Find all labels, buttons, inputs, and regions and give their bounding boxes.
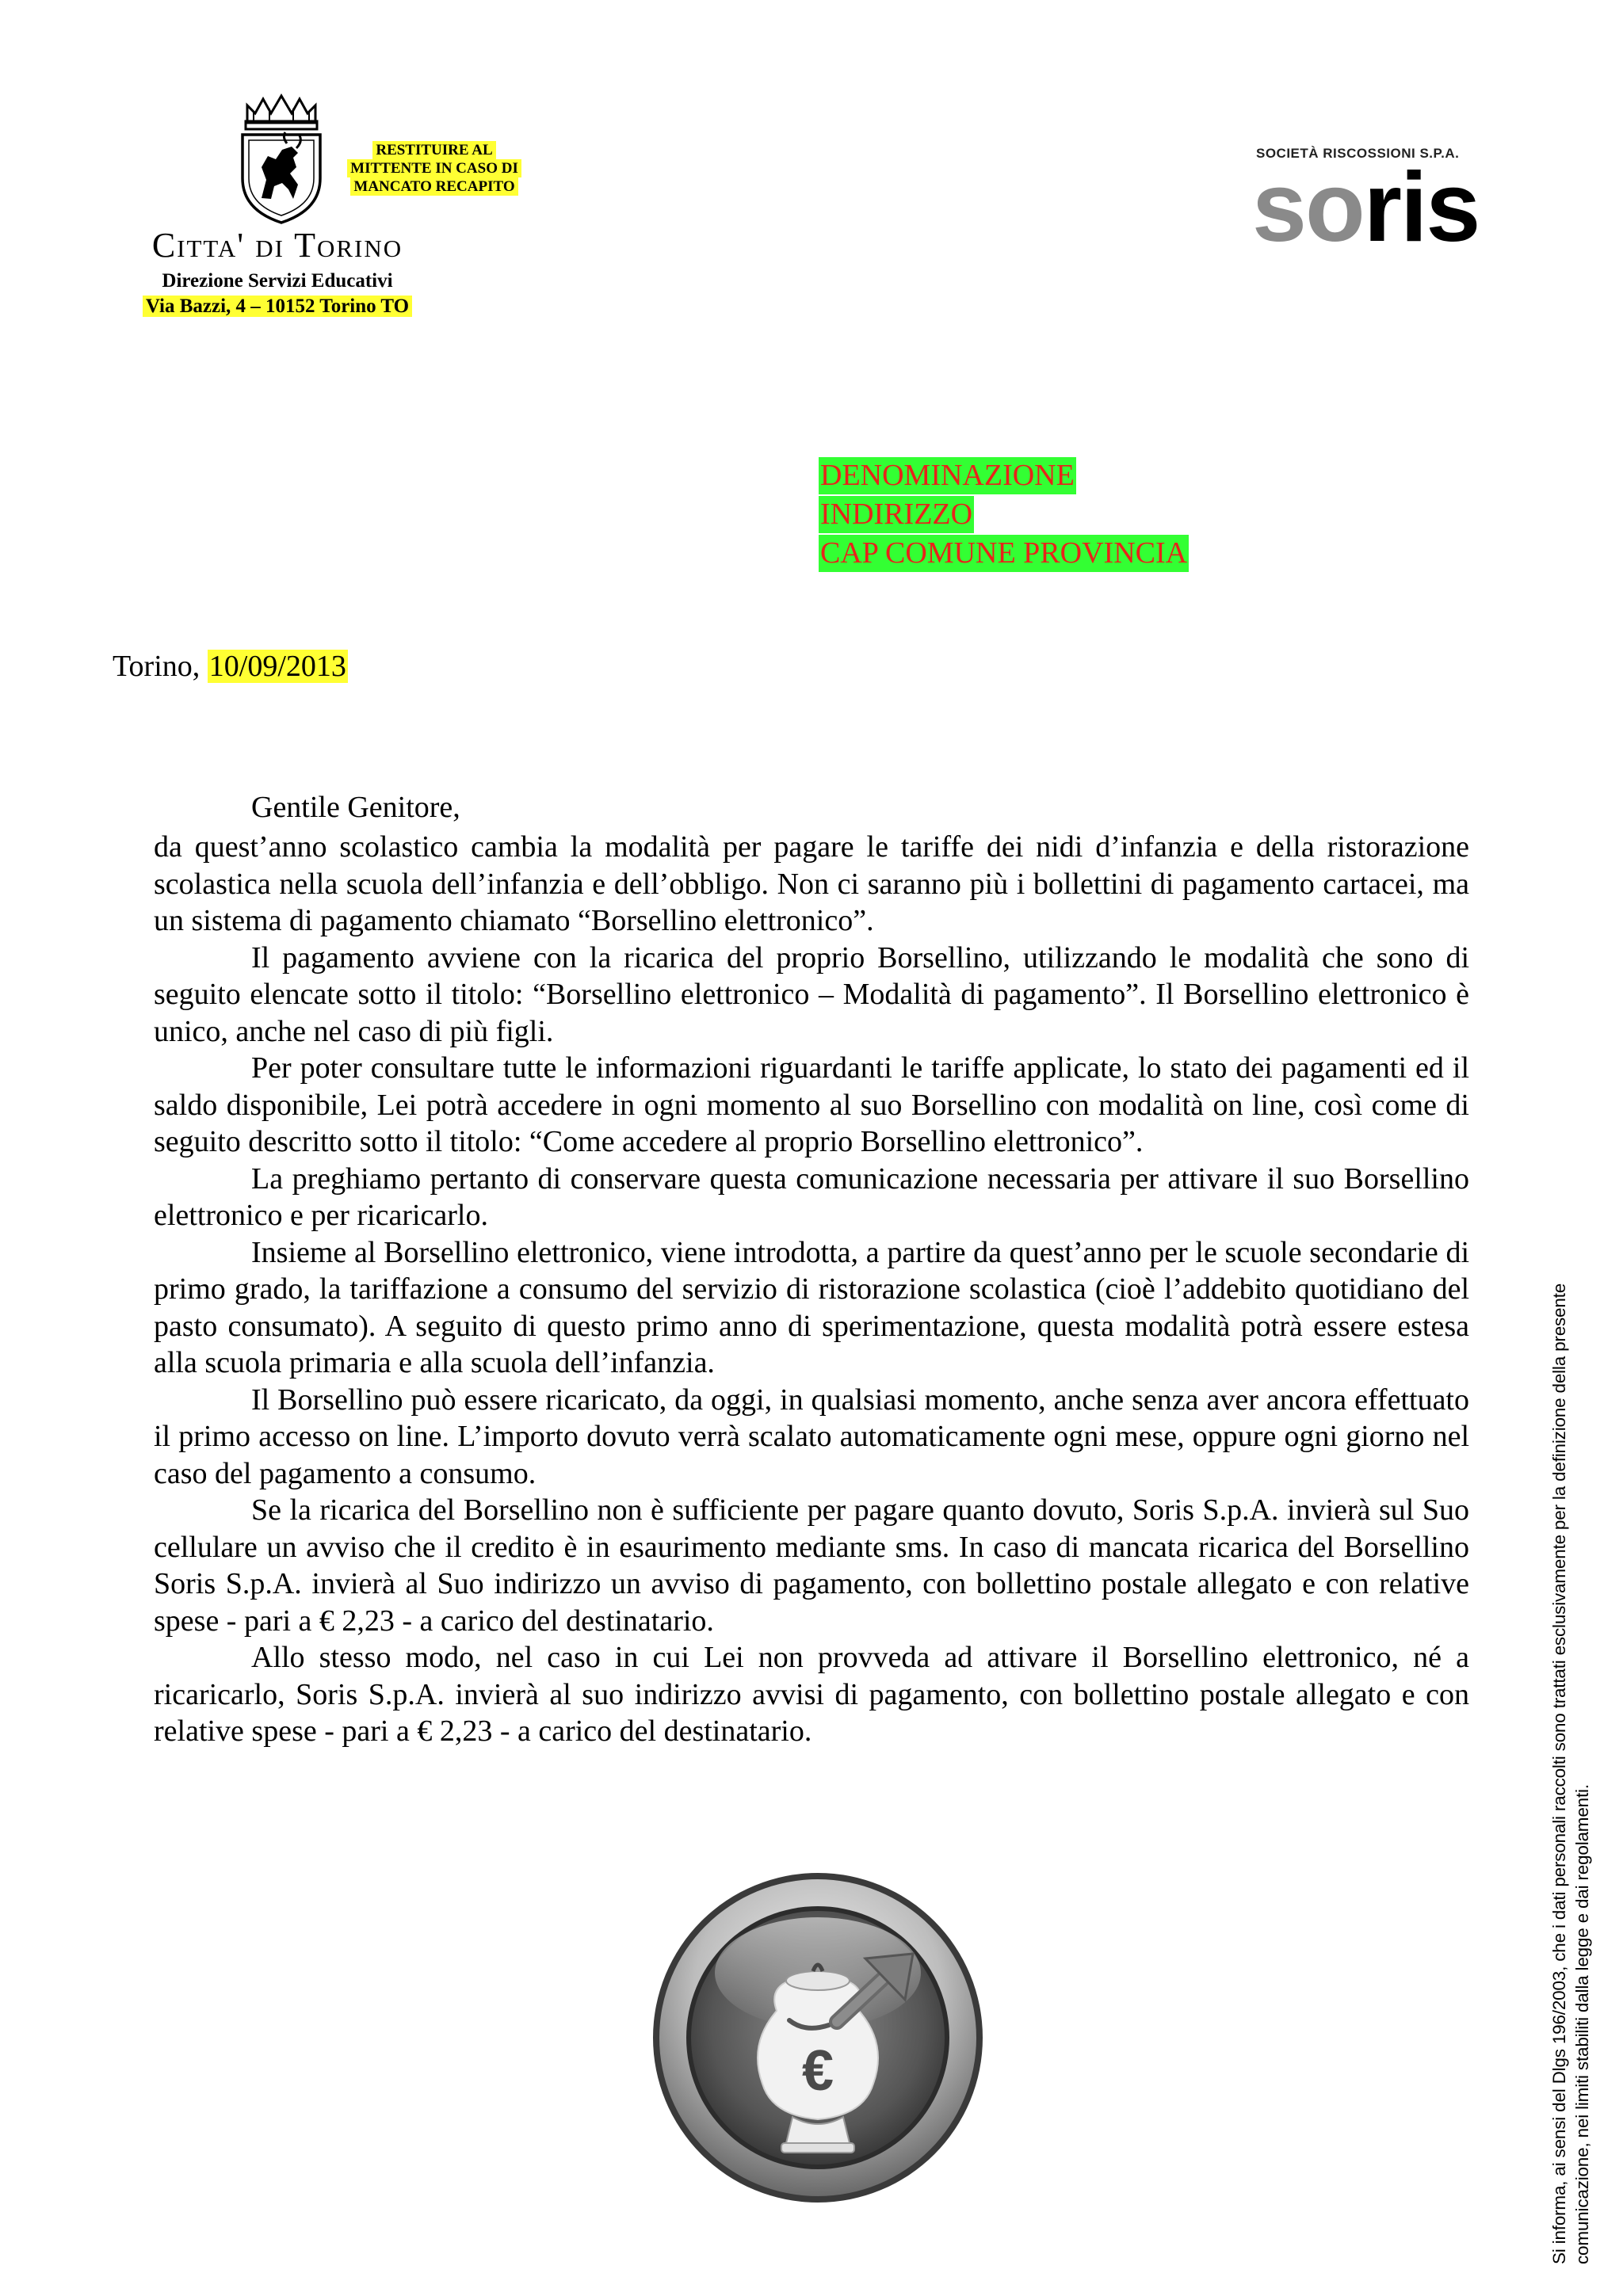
privacy-notice <box>1548 1116 1594 2264</box>
salutation: Gentile Genitore, <box>251 791 460 824</box>
soris-logo-part: so <box>1252 153 1364 262</box>
euro-symbol: € <box>801 2039 834 2103</box>
euro-purse-recharge-icon <box>650 1870 987 2206</box>
letter-date: 10/09/2013 <box>208 650 346 683</box>
sender-address <box>111 295 444 318</box>
letter-paragraph: La preghiamo pertanto di conservare questa comunicazione necessaria per attivare il suo Borsellino elettronico e per ricaricarlo. <box>154 1161 1469 1232</box>
sender-address-text: Via Bazzi, 4 – 10152 Torino TO <box>143 296 412 317</box>
letter-paragraph: Il Borsellino può essere ricaricato, da oggi, in qualsiasi momento, anche senza aver ancora effettuato il primo accesso on line. L’importo dovuto verrà scalato automaticamente ogni mese, oppure ogni giorno nel caso del pagamento a consumo. <box>154 1383 1469 1490</box>
letter-paragraph: Insieme al Borsellino elettronico, viene introdotta, a partire da quest’anno per le scuole secondarie di primo grado, la tariffazione a consumo del servizio di ristorazione scolastica (cioè l’addebito quotidiano del pasto consumato). A seguito di questo primo anno di sperimentazione, questa modalità potrà essere estesa alla scuola primaria e alla scuola dell’infanzia. <box>154 1235 1469 1379</box>
return-note-line: MITTENTE IN CASO DI <box>347 159 521 177</box>
torino-coat-of-arms-icon <box>230 91 333 226</box>
recipient-name: DENOMINAZIONE <box>819 457 1076 494</box>
return-note-line: MANCATO RECAPITO <box>350 177 517 196</box>
letter-paragraph: da quest’anno scolastico cambia la modalità per pagare le tariffe dei nidi d’infanzia e della ristorazione scolastica nella scuola dell’infanzia e dell’obbligo. Non ci saranno più i bollettini di pagamento cartacei, ma un sistema di pagamento chiamato “Borsellino elettronico”. <box>154 830 1469 937</box>
letter-body <box>154 829 1469 1750</box>
date-place: Torino, <box>113 650 208 683</box>
letter-paragraph: Se la ricarica del Borsellino non è sufficiente per pagare quanto dovuto, Soris S.p.A. invierà sul Suo cellulare un avviso che il credito è in esaurimento mediante sms. In caso di mancata ricarica del Borsellino Soris S.p.A. invierà al Suo indirizzo un avviso di pagamento, con bollettino postale allegato e con relative spese - pari a € 2,23 - a carico del destinatario. <box>154 1493 1469 1638</box>
soris-subtitle: SOCIETÀ RISCOSSIONI S.P.A. <box>1256 146 1460 161</box>
return-to-sender-note <box>339 141 529 196</box>
privacy-notice-line: comunicazione, nei limiti stabiliti dalla legge e dai regolamenti. <box>1572 1784 1592 2264</box>
soris-logo <box>1252 152 1479 263</box>
letter-paragraph: Per poter consultare tutte le informazioni riguardanti le tariffe applicate, lo stato dei pagamenti ed il saldo disponibile, Lei potrà accedere in ogni momento al suo Borsellino con modalità on line, così come di seguito descritto sotto il titolo: “Come accedere al proprio Borsellino elettronico”. <box>154 1051 1469 1158</box>
recipient-city: CAP COMUNE PROVINCIA <box>819 535 1189 572</box>
recipient-address: INDIRIZZO <box>819 496 974 533</box>
city-name: Citta' di Torino <box>151 226 403 265</box>
letter-paragraph: Allo stesso modo, nel caso in cui Lei non provveda ad attivare il Borsellino elettronico, né a ricaricarlo, Soris S.p.A. invierà al suo indirizzo avvisi di pagamento, con bollettino postale allegato e con relative spese - pari a € 2,23 - a carico del destinatario. <box>154 1641 1469 1748</box>
privacy-notice-line: Si informa, ai sensi del Dlgs 196/2003, che i dati personali raccolti sono trattati esclusivamente per la definizione della presente <box>1549 1283 1569 2264</box>
date-line <box>113 648 348 685</box>
letter-paragraph: Il pagamento avviene con la ricarica del proprio Borsellino, utilizzando le modalità che sono di seguito elencate sotto il titolo: “Borsellino elettronico – Modalità di pagamento”. Il Borsellino elettronico è unico, anche nel caso di più figli. <box>154 940 1469 1048</box>
return-note-line: RESTITUIRE AL <box>372 141 495 159</box>
department-name: Direzione Servizi Educativi <box>162 270 393 292</box>
soris-logo-part: ris <box>1363 153 1480 262</box>
